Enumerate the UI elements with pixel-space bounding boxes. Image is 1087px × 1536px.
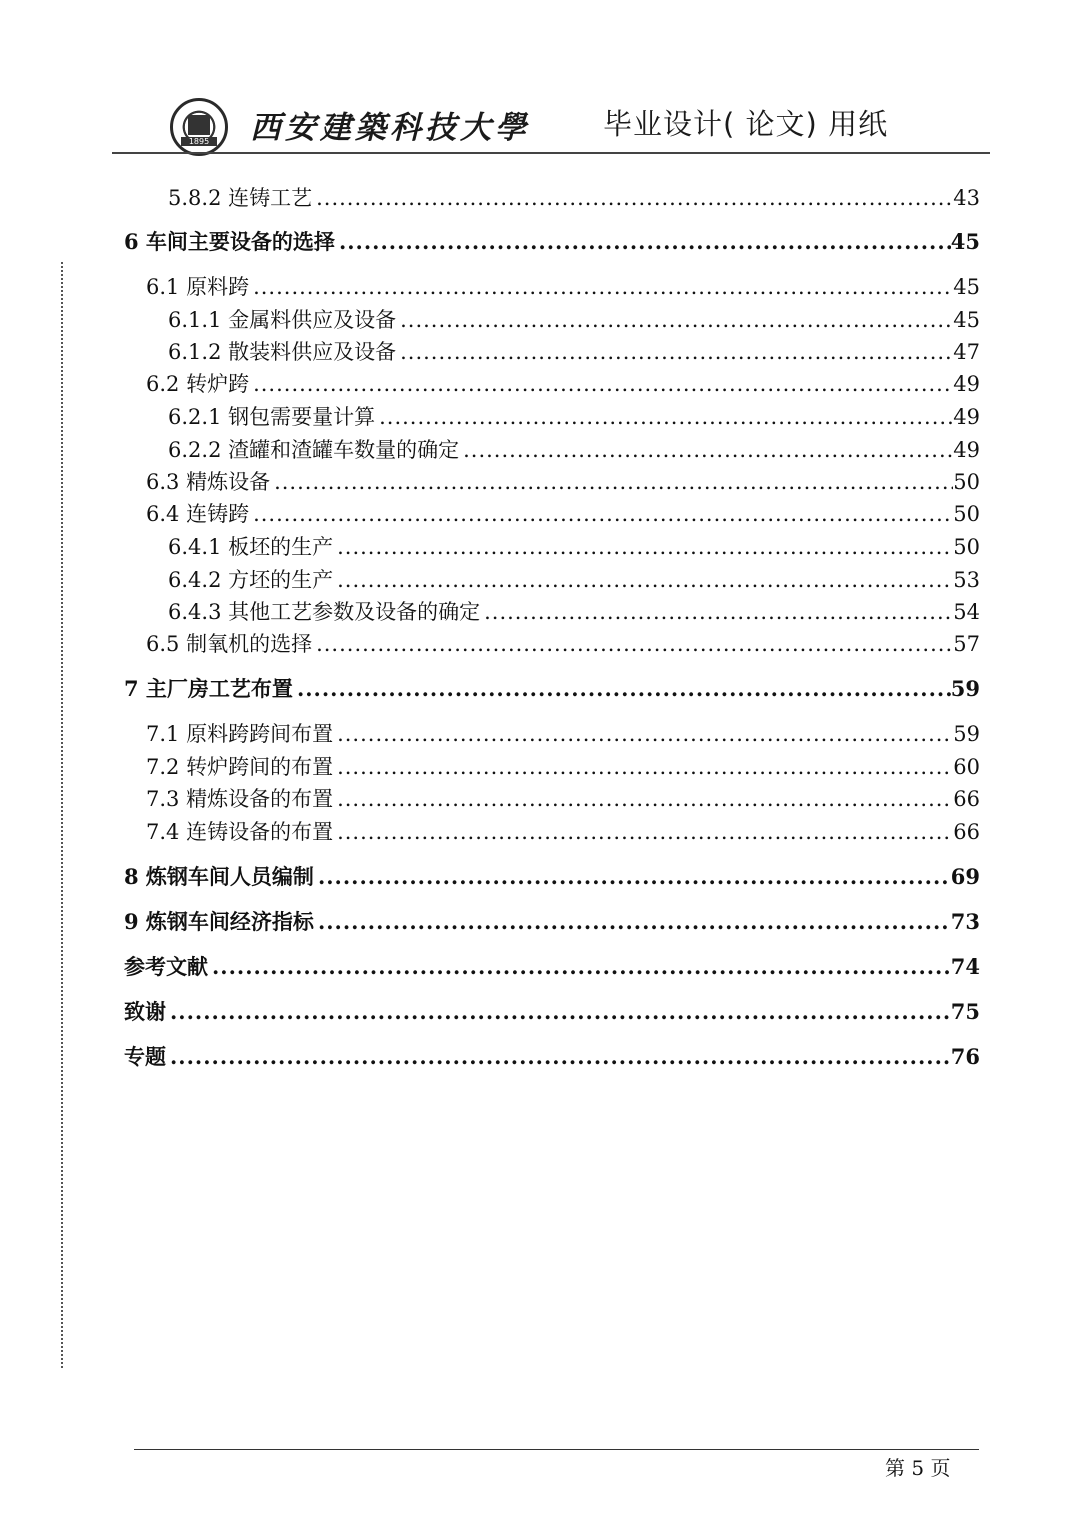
- toc-entry[interactable]: [124, 861, 980, 891]
- toc-entry-title: 致谢: [124, 999, 166, 1024]
- toc-leader-dots: [212, 954, 951, 979]
- toc-entry-title: 6.2.2 渣罐和渣罐车数量的确定: [168, 438, 460, 462]
- toc-leader-dots: [274, 470, 953, 494]
- toc-entry-title: 7.1 原料跨跨间布置: [146, 722, 334, 746]
- toc-entry-title: 6.4.3 其他工艺参数及设备的确定: [168, 600, 481, 624]
- toc-entry-title: 6.4 连铸跨: [146, 502, 250, 526]
- toc-entry[interactable]: [146, 816, 980, 846]
- toc-entry[interactable]: [124, 673, 980, 703]
- toc-entry-page: 74: [950, 954, 980, 979]
- binding-line: [61, 262, 63, 1368]
- toc-entry[interactable]: [146, 718, 980, 748]
- toc-entry-title: 6.3 精炼设备: [146, 470, 271, 494]
- seal-building-icon: [188, 115, 210, 135]
- toc-entry[interactable]: [124, 226, 980, 256]
- toc-entry-title: 7.3 精炼设备的布置: [146, 787, 334, 811]
- toc-entry-page: 49: [953, 372, 980, 396]
- toc-entry-title: 6 车间主要设备的选择: [124, 229, 335, 254]
- toc-entry-page: 54: [953, 600, 980, 624]
- toc-leader-dots: [318, 909, 951, 934]
- toc-entry-page: 66: [953, 820, 980, 844]
- toc-entry[interactable]: [146, 783, 980, 813]
- seal-year: 1895: [181, 137, 217, 146]
- toc-entry-page: 59: [950, 676, 980, 701]
- university-seal-icon: [170, 98, 228, 156]
- toc-entry[interactable]: [124, 906, 980, 936]
- toc-leader-dots: [379, 405, 953, 429]
- toc-leader-dots: [253, 372, 953, 396]
- toc-entry-title: 9 炼钢车间经济指标: [124, 909, 314, 934]
- toc-entry[interactable]: [168, 182, 980, 212]
- toc-entry-page: 59: [953, 722, 980, 746]
- toc-leader-dots: [316, 186, 953, 210]
- toc-entry-page: 50: [953, 535, 980, 559]
- toc-entry[interactable]: [146, 628, 980, 658]
- toc-entry[interactable]: [168, 596, 980, 626]
- toc-entry-title: 7.4 连铸设备的布置: [146, 820, 334, 844]
- toc-entry-title: 6.4.1 板坯的生产: [168, 535, 334, 559]
- toc-entry[interactable]: [168, 401, 980, 431]
- page-number: 第 5 页: [885, 1456, 951, 1480]
- toc-entry-page: 45: [953, 308, 980, 332]
- toc-leader-dots: [463, 438, 953, 462]
- toc-leader-dots: [339, 229, 951, 254]
- toc-entry-title: 6.4.2 方坯的生产: [168, 568, 334, 592]
- toc-entry-page: 50: [953, 502, 980, 526]
- toc-leader-dots: [170, 999, 951, 1024]
- toc-entry-title: 6.2.1 钢包需要量计算: [168, 405, 376, 429]
- toc-entry-page: 43: [953, 186, 980, 210]
- toc-entry[interactable]: [146, 751, 980, 781]
- toc-entry-page: 75: [950, 999, 980, 1024]
- toc-leader-dots: [337, 755, 953, 779]
- toc-leader-dots: [253, 275, 953, 299]
- toc-leader-dots: [297, 676, 951, 701]
- toc-entry-page: 49: [953, 438, 980, 462]
- toc-entry[interactable]: [146, 271, 980, 301]
- footer-divider: [134, 1449, 979, 1450]
- toc-entry-page: 47: [953, 340, 980, 364]
- toc-entry[interactable]: [168, 564, 980, 594]
- toc-entry-title: 7.2 转炉跨间的布置: [146, 755, 334, 779]
- university-name: 西安建築科技大學: [250, 110, 530, 146]
- toc-leader-dots: [484, 600, 953, 624]
- toc-entry-page: 45: [953, 275, 980, 299]
- toc-leader-dots: [337, 820, 953, 844]
- toc-entry-title: 6.5 制氧机的选择: [146, 632, 313, 656]
- toc-entry-title: 5.8.2 连铸工艺: [168, 186, 313, 210]
- toc-entry[interactable]: [146, 498, 980, 528]
- toc-leader-dots: [400, 340, 953, 364]
- toc-leader-dots: [316, 632, 953, 656]
- toc-entry-title: 6.1.1 金属料供应及设备: [168, 308, 397, 332]
- toc-entry-page: 76: [950, 1044, 980, 1069]
- toc-entry-page: 66: [953, 787, 980, 811]
- toc-entry[interactable]: [124, 951, 980, 981]
- toc-entry[interactable]: [168, 336, 980, 366]
- toc-entry-title: 8 炼钢车间人员编制: [124, 864, 314, 889]
- toc-entry[interactable]: [168, 531, 980, 561]
- toc-entry-title: 6.1 原料跨: [146, 275, 250, 299]
- header-divider: [112, 152, 990, 154]
- toc-entry-title: 6.2 转炉跨: [146, 372, 250, 396]
- page-header: [170, 92, 970, 152]
- toc-entry[interactable]: [146, 466, 980, 496]
- toc-entry[interactable]: [124, 996, 980, 1026]
- toc-entry-title: 专题: [124, 1044, 166, 1069]
- toc-leader-dots: [337, 722, 953, 746]
- toc-entry-page: 49: [953, 405, 980, 429]
- paper-label: 毕业设计( 论文) 用纸: [603, 107, 889, 141]
- toc-entry-title: 6.1.2 散装料供应及设备: [168, 340, 397, 364]
- toc-entry-title: 参考文献: [124, 954, 208, 979]
- toc-entry-page: 45: [950, 229, 980, 254]
- toc-entry-title: 7 主厂房工艺布置: [124, 676, 293, 701]
- toc-leader-dots: [400, 308, 953, 332]
- toc-entry[interactable]: [168, 434, 980, 464]
- toc-leader-dots: [337, 535, 953, 559]
- toc-entry-page: 57: [953, 632, 980, 656]
- toc-leader-dots: [337, 568, 953, 592]
- toc-entry-page: 69: [950, 864, 980, 889]
- toc-entry-page: 53: [953, 568, 980, 592]
- toc-entry-page: 73: [950, 909, 980, 934]
- toc-leader-dots: [337, 787, 953, 811]
- toc-entry[interactable]: [124, 1041, 980, 1071]
- toc-leader-dots: [253, 502, 953, 526]
- toc-entry-page: 60: [953, 755, 980, 779]
- toc-entry[interactable]: [168, 304, 980, 334]
- toc-leader-dots: [318, 864, 951, 889]
- toc-leader-dots: [170, 1044, 951, 1069]
- toc-entry-page: 50: [953, 470, 980, 494]
- toc-entry[interactable]: [146, 368, 980, 398]
